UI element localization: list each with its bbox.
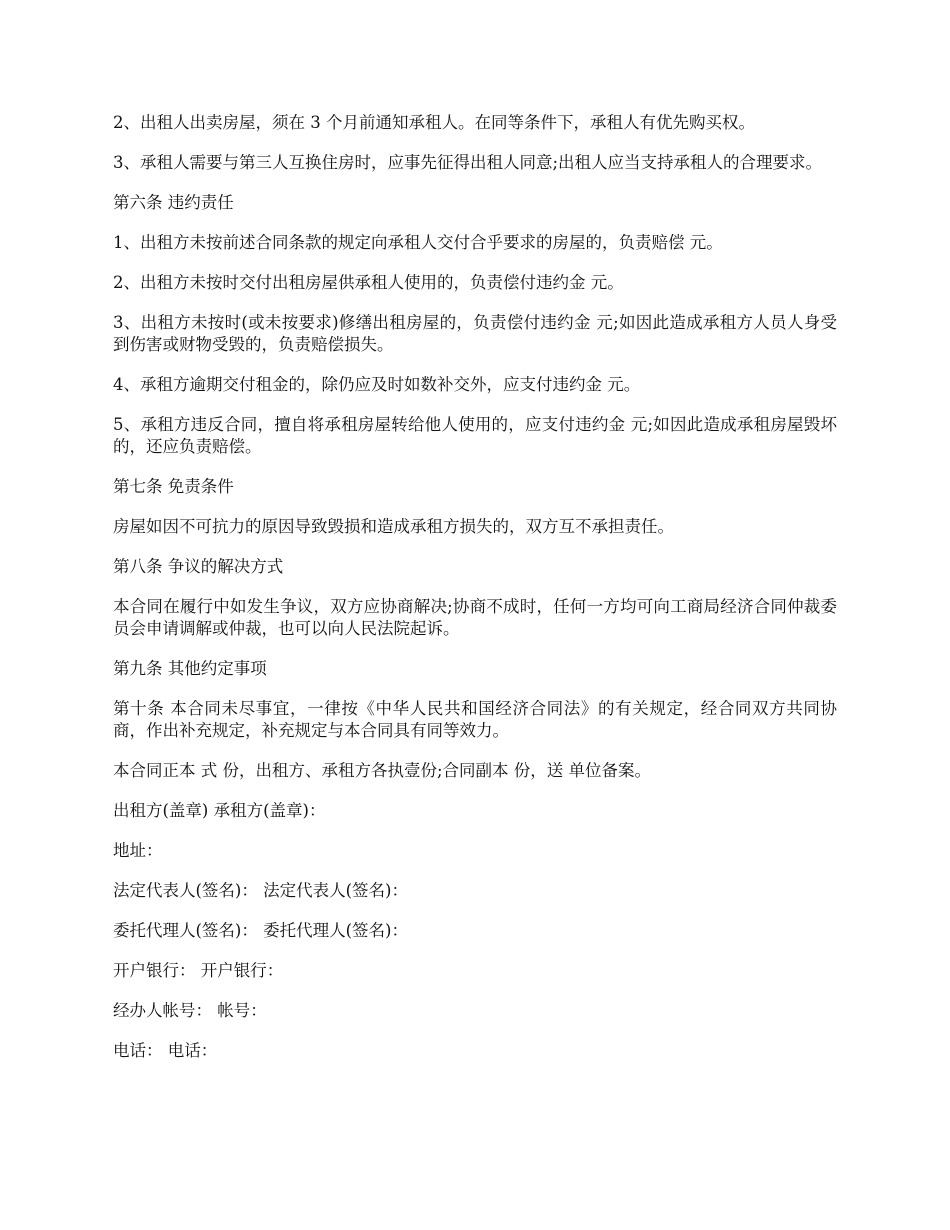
article-8-text: 本合同在履行中如发生争议，双方应协商解决;协商不成时，任何一方均可向工商局经济合同仲裁委员会申请调解或仲裁，也可以向人民法院起诉。 bbox=[113, 597, 837, 638]
address-line: 地址： bbox=[113, 841, 163, 860]
clause-2-sale-notice: 2、出租人出卖房屋，须在 3 个月前通知承租人。在同等条件下，承租人有优先购买权。 bbox=[113, 113, 755, 132]
article-6-item-4: 4、承租方逾期交付租金的，除仍应及时如数补交外，应支付违约金 元。 bbox=[113, 375, 641, 394]
article-9-heading: 第九条 其他约定事项 bbox=[113, 659, 267, 678]
signature-seal-line: 出租方(盖章) 承租方(盖章)： bbox=[113, 801, 326, 820]
clause-3-housing-exchange: 3、承租人需要与第三人互换住房时，应事先征得出租人同意;出租人应当支持承租人的合理要求。 bbox=[113, 153, 823, 172]
article-6-item-1: 1、出租方未按前述合同条款的规定向承租人交付合乎要求的房屋的，负责赔偿 元。 bbox=[113, 233, 723, 252]
article-7-text: 房屋如因不可抗力的原因导致毁损和造成承租方损失的，双方互不承担责任。 bbox=[113, 517, 674, 536]
article-6-item-3: 3、出租方未按时(或未按要求)修缮出租房屋的，负责偿付违约金 元;如因此造成承租方人员人身受到伤害或财物受毁的，负责赔偿损失。 bbox=[113, 313, 837, 354]
article-6-item-5: 5、承租方违反合同，擅自将承租房屋转给他人使用的，应支付违约金 元;如因此造成承租房屋毁坏的，还应负责赔偿。 bbox=[113, 415, 837, 456]
document-body bbox=[113, 112, 837, 1080]
article-6-heading: 第六条 违约责任 bbox=[113, 193, 234, 212]
authorized-agent-line: 委托代理人(签名)： 委托代理人(签名)： bbox=[113, 921, 408, 940]
copies-statement: 本合同正本 式 份，出租方、承租方各执壹份;合同副本 份，送 单位备案。 bbox=[113, 761, 652, 780]
article-8-heading: 第八条 争议的解决方式 bbox=[113, 557, 284, 576]
article-10-text: 第十条 本合同未尽事宜，一律按《中华人民共和国经济合同法》的有关规定，经合同双方共同协商，作出补充规定，补充规定与本合同具有同等效力。 bbox=[113, 699, 837, 740]
account-line: 经办人帐号： 帐号： bbox=[113, 1001, 267, 1020]
article-6-item-2: 2、出租方未按时交付出租房屋供承租人使用的，负责偿付违约金 元。 bbox=[113, 273, 624, 292]
article-7-heading: 第七条 免责条件 bbox=[113, 477, 234, 496]
bank-line: 开户银行： 开户银行： bbox=[113, 961, 284, 980]
legal-representative-line: 法定代表人(签名)： 法定代表人(签名)： bbox=[113, 881, 408, 900]
phone-line: 电话： 电话： bbox=[113, 1041, 218, 1060]
